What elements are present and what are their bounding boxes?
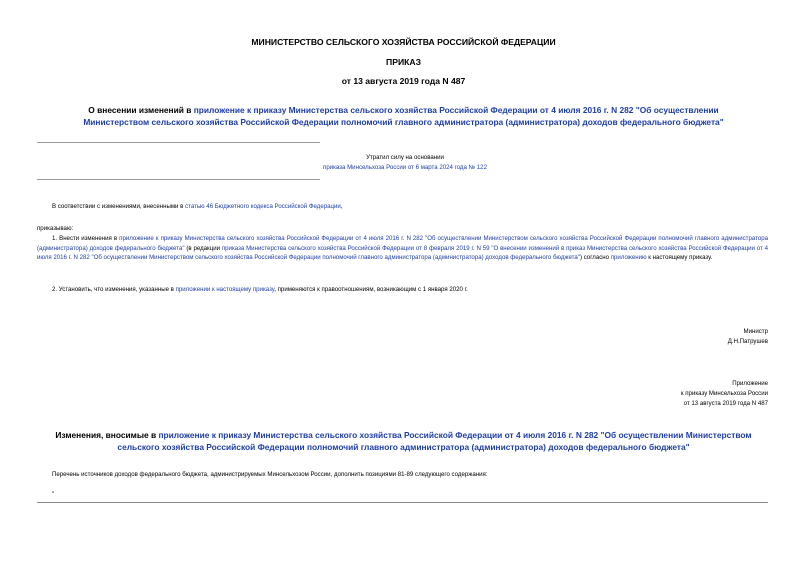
appendix-ref: к приказу Минсельхоза России <box>680 390 768 397</box>
divider-bottom <box>37 179 320 180</box>
p1-text-d: к настоящему приказу. <box>646 254 713 262</box>
document-date: от 13 августа 2019 года N 487 <box>341 76 466 86</box>
p2-text-a: 2. Установить, что изменения, указанные в <box>52 286 176 293</box>
p1-link-order-59[interactable]: приказа Министерства сельского хозяйства Российской Федерации от 8 февраля 2019 г. N 59 "О внесении изменений в приказ Министерства сельского хозяйства Российской Федерации от 4 июля 2016 г. N 282 "Об осуществлении Министерством сельского хозяйства Российской Федерации полномочий главного администратора (администратора) доходов федерального бюджета" <box>37 244 768 262</box>
intro-prefix: В соответствии с изменениями, внесенными в <box>52 203 186 210</box>
changes-prefix: Изменения, вносимые в <box>55 430 159 440</box>
divider-top <box>37 142 320 143</box>
paragraph-2 <box>52 285 768 295</box>
title-link[interactable]: приложение к приказу Министерства сельского хозяйства Российской Федерации от 4 июля 2016 г. N 282 "Об осуществлении Министерством сельского хозяйства Российской Федерации полномочий главного администратора (администратора) доходов федерального бюджета" <box>83 105 724 127</box>
document-type: ПРИКАЗ <box>386 57 421 67</box>
list-paragraph: Перечень источников доходов федерального бюджета, администрируемых Минсельхозом России, дополнить позициями 81-89 следующего содержания: <box>52 471 488 478</box>
status-text: Утратил силу на основании <box>366 154 444 161</box>
paragraph-1 <box>37 234 768 263</box>
quote-mark: " <box>52 491 55 498</box>
table-top-rule <box>37 502 768 503</box>
p2-link-appendix[interactable]: приложении к настоящему приказу <box>175 286 275 293</box>
changes-link[interactable]: приложение к приказу Министерства сельского хозяйства Российской Федерации от 4 июля 2016 г. N 282 "Об осуществлении Министерством сельского хозяйства Российской Федерации полномочий главного администратора (администратора) доходов федерального бюджета" <box>117 430 752 452</box>
p1-link-appendix[interactable]: приложение к приказу Министерства сельского хозяйства Российской Федерации от 4 июля 2016 г. N 282 "Об осуществлении Министерством сельского хозяйства Российской Федерации полномочий главного администратора (администратора) доходов федерального бюджета" <box>37 235 768 252</box>
title-prefix: О внесении изменений в <box>88 105 194 115</box>
intro-suffix: , <box>340 203 343 210</box>
budget-code-link[interactable]: статью 46 Бюджетного кодекса Российской Федерации <box>185 203 341 210</box>
repeal-order-link[interactable]: приказа Минсельхоза России от 6 марта 2024 года № 122 <box>323 164 487 171</box>
p1-text-b: (в редакции <box>184 244 222 252</box>
status-link[interactable] <box>250 163 560 173</box>
document-title <box>55 104 752 128</box>
p2-text-b: , применяются к правоотношениям, возникающим с 1 января 2020 г. <box>274 286 468 293</box>
appendix-date: от 13 августа 2019 года N 487 <box>683 400 768 407</box>
appendix-label: Приложение <box>732 380 768 387</box>
ministry-heading: МИНИСТЕРСТВО СЕЛЬСКОГО ХОЗЯЙСТВА РОССИЙСКОЙ ФЕДЕРАЦИИ <box>251 37 556 47</box>
order-word: приказываю: <box>37 225 74 232</box>
p1-text-c: ) согласно <box>579 254 611 262</box>
p1-link-attachment[interactable]: приложению <box>610 254 647 262</box>
intro-paragraph <box>52 202 752 212</box>
changes-title <box>55 429 752 453</box>
signer-role: Министр <box>743 328 768 335</box>
signer-name: Д.Н.Патрушев <box>727 338 768 345</box>
p1-text-a: 1. Внести изменения в <box>52 235 120 242</box>
